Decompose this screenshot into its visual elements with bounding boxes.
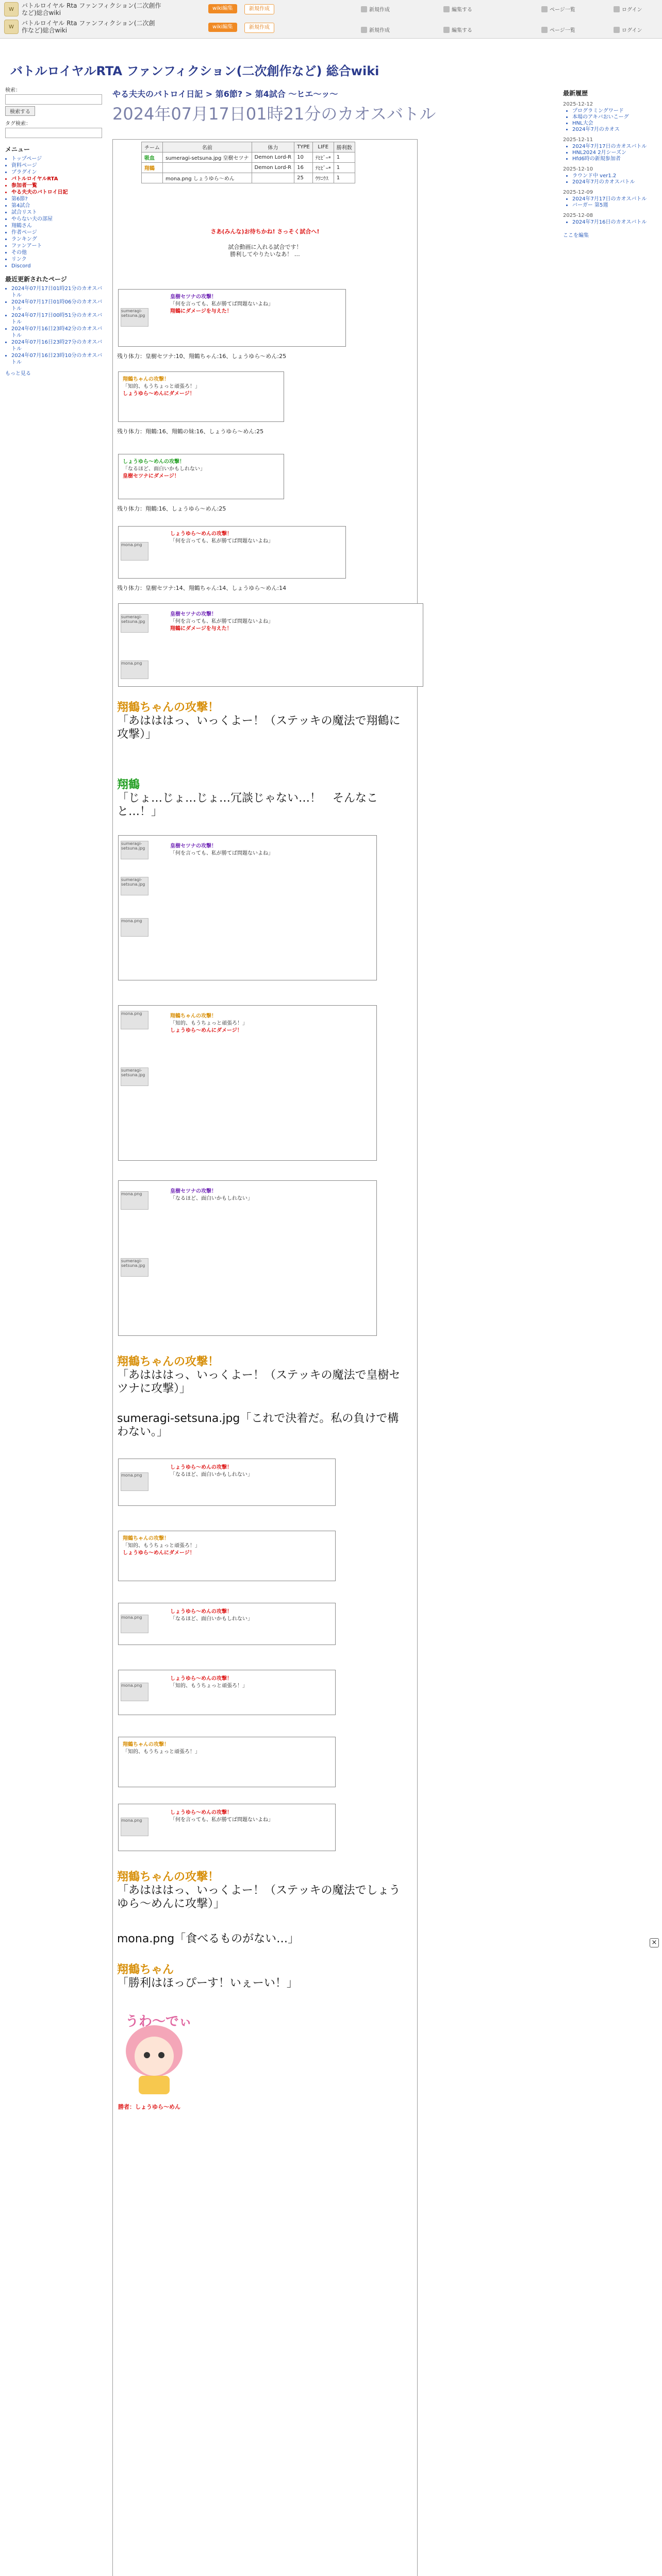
battle-speaker: しょうゆら〜めんの攻撃！ — [170, 1810, 232, 1816]
cell: 1 — [334, 173, 355, 183]
tool-new-2[interactable] — [361, 26, 390, 33]
menu-list — [0, 156, 106, 269]
history-item[interactable]: • プログラミングワード — [572, 108, 656, 114]
table-row — [142, 152, 355, 163]
menu-item[interactable]: • 第6節? — [11, 196, 106, 202]
battle-dmg: 翔鶴にダメージを与えた！ — [170, 309, 232, 314]
battle-speaker: 皇樹セツナの攻撃！ — [170, 294, 217, 300]
site-name: バトルロイヤル Rta ファンフィクション(二次創作 — [22, 2, 161, 9]
battle-text — [170, 531, 325, 545]
site-name-4: 作など)総合wiki — [22, 27, 68, 34]
top-bar — [0, 0, 662, 39]
avatar-image: mona.png — [121, 542, 148, 561]
battle-text — [170, 294, 325, 315]
cell: 25 — [294, 173, 313, 183]
cell — [142, 173, 163, 183]
avatar-image: sumeragi-setsuna.jpg — [121, 614, 148, 633]
avatar-image: mona.png — [121, 1683, 148, 1701]
avatar-image: mona.png — [121, 918, 148, 937]
page-title: 2024年07月17日01時21分のカオスバトル — [112, 104, 436, 124]
tool-login[interactable] — [614, 5, 642, 13]
new-page-button-2[interactable]: 新規作成 — [244, 23, 274, 33]
wiki-title[interactable]: バトルロイヤルRTA ファンフィクション(二次創作など) 総合wiki — [10, 64, 379, 78]
site-name-3: バトルロイヤル Rta ファンフィクション(二次創 — [22, 20, 155, 27]
cell: mona.png しょうゆら〜めん — [163, 173, 252, 183]
battle-box — [118, 1670, 336, 1715]
big-quote: 翔鶴ちゃんの攻撃！ 「あはははっ、いっくよー！（ステッキの魔法でしょうゆら〜めんに攻撃）」 — [117, 1871, 401, 1910]
avatar-image: mona.png — [121, 1818, 148, 1836]
battle-box — [118, 1737, 336, 1787]
menu-item[interactable]: • プラグイン — [11, 169, 106, 176]
status-table — [141, 142, 355, 183]
menu-item[interactable]: • やらない夫の部屋 — [11, 216, 106, 223]
history-date: 2025-12-09 — [563, 190, 593, 195]
cell: Demon Lord-R — [252, 163, 294, 173]
battle-text — [123, 1535, 277, 1557]
breadcrumb[interactable]: やる夫夫のバトロイ日記 > 第6節? > 第4試合 ～ヒエ～ッ～ — [112, 89, 338, 99]
big-quote — [117, 1412, 406, 1439]
quote-text: sumeragi-setsuna.jpg「これで決着だ。私の負けで構わない。」 — [117, 1412, 399, 1438]
history-item[interactable]: • Hfd6時の新規参加者 — [572, 156, 656, 162]
battle-content — [112, 139, 418, 2576]
battle-text — [170, 843, 325, 857]
cell: 10 — [294, 152, 313, 163]
cell — [163, 163, 252, 173]
battle-dmg: 皇樹セツナにダメージ！ — [123, 473, 179, 479]
battle-speaker: しょうゆら〜めんの攻撃！ — [170, 1465, 232, 1470]
battle-text — [170, 1675, 325, 1690]
quote-text: 「あはははっ、いっくよー！（ステッキの魔法でしょうゆら〜めんに攻撃）」 — [117, 1884, 401, 1910]
site-logo-icon: W — [4, 2, 19, 16]
cell: Demon Lord-R — [252, 152, 294, 163]
battle-line: 「何を言っても、私が勝てば問題ないよね」 — [170, 301, 273, 307]
battle-box — [118, 835, 377, 980]
battle-line: 「なるほど、面白いかもしれない」 — [170, 1196, 253, 1201]
site-logo-icon: W — [4, 20, 19, 34]
avatar-image: mona.png — [121, 1615, 148, 1633]
battle-text — [123, 1741, 277, 1756]
quote-text: mona.png「食べるものがない…」 — [117, 1933, 300, 1945]
history-item[interactable]: • 本場のアキバおいこーグ — [572, 114, 656, 121]
battle-line: 「なるほど、面白いかもしれない」 — [170, 1616, 253, 1622]
col-header: TYPE — [294, 142, 313, 152]
tag-search-label: タグ検索： — [5, 121, 31, 127]
battle-dmg: しょうゆら〜めんにダメージ！ — [170, 1028, 242, 1033]
battle-line: 「知的、もうちょっと頑張ろ！」 — [170, 1683, 247, 1689]
recent-item[interactable]: • 2024年07月17日01時21分のカオスバトル — [11, 285, 106, 299]
battle-speaker: しょうゆら〜めんの攻撃！ — [170, 531, 232, 537]
mascot-label: うわ〜でぃ — [125, 2014, 192, 2029]
battle-box — [118, 1459, 336, 1506]
new-icon — [361, 6, 367, 12]
history-more[interactable]: ここを編集 — [563, 233, 589, 239]
battle-speaker: しょうゆら〜めんの攻撃！ — [170, 1609, 232, 1615]
cell: 16 — [294, 163, 313, 173]
recent-item[interactable]: • 2024年07月17日01時06分のカオスバトル — [11, 299, 106, 312]
battle-dmg: しょうゆら〜めんにダメージ！ — [123, 1550, 195, 1556]
battle-text — [170, 1809, 325, 1824]
table-row — [142, 173, 355, 183]
history-item[interactable]: • 2024年7月17日のカオスバトル — [572, 144, 656, 150]
recent-list — [0, 285, 106, 366]
list-icon — [541, 6, 548, 12]
new-page-button[interactable]: 新規作成 — [244, 4, 274, 14]
site-name-2: など)総合wiki — [22, 9, 61, 16]
big-quote: 翔鶴 「じょ…じょ…じょ…冗談じゃない…！ そんなこと…！」 — [117, 778, 378, 818]
tool-edit-label: 編集する — [452, 7, 472, 13]
menu-item[interactable]: • 参加者一覧 — [11, 182, 106, 189]
battle-line: 「知的、もうちょっと頑張ろ！」 — [123, 1749, 200, 1755]
menu-title: メニュー — [5, 146, 30, 153]
battle-text — [123, 459, 277, 480]
menu-item[interactable]: • トップページ — [11, 156, 106, 162]
history-item[interactable]: • HNL大会 — [572, 121, 656, 127]
battle-line: 「何を言っても、私が勝てば問題ないよね」 — [170, 851, 273, 856]
big-quote: 翔鶴ちゃん 「勝利はほっぴーす！いぇーい！」 — [117, 1963, 298, 1990]
avatar-image: mona.png — [121, 1011, 148, 1029]
history-item[interactable]: • 2024年7月のカオスバトル — [572, 179, 656, 185]
tool-new[interactable] — [361, 5, 390, 13]
history-item[interactable]: • HNL2024 2月シーズン — [572, 150, 656, 156]
quote-text: 「あはははっ、いっくよー！（ステッキの魔法で翔鶴に攻撃）」 — [117, 715, 401, 741]
history-item[interactable]: • ラウンド中 ver1.2 — [572, 173, 656, 179]
battle-line: 「知的、もうちょっと頑張ろ！」 — [123, 1543, 200, 1549]
battle-line: 「何を言っても、私が勝てば問題ないよね」 — [170, 619, 273, 624]
battle-speaker: 皇樹セツナの攻撃！ — [170, 612, 217, 617]
wiki-edit-button-2[interactable]: wiki編集 — [208, 23, 237, 32]
cell: ﾃﾋﾋﾞｰ* — [312, 152, 334, 163]
new-icon — [361, 27, 367, 33]
battle-box — [118, 371, 284, 422]
avatar-image: sumeragi-setsuna.jpg — [121, 841, 148, 859]
battle-line: 「何を言っても、私が勝てば問題ないよね」 — [170, 1817, 273, 1823]
tool-login-2[interactable] — [614, 26, 642, 33]
history-item[interactable]: • 2024年7月のカオス — [572, 127, 656, 133]
battle-speaker: 皇樹セツナの攻撃！ — [170, 1189, 217, 1194]
battle-speaker: 翔鶴ちゃんの攻撃！ — [123, 1742, 169, 1748]
menu-item[interactable]: • その他 — [11, 249, 106, 256]
history-date: 2025-12-11 — [563, 137, 593, 143]
recent-title: 最近更新されたページ — [5, 276, 67, 283]
cell: ｳﾜﾆｳｽ — [312, 173, 334, 183]
avatar-image: sumeragi-setsuna.jpg — [121, 308, 148, 327]
battle-box — [118, 1005, 377, 1161]
intro-line: さあ(みんな)お待ちかね! さっそく試合へ! — [210, 228, 320, 235]
list-icon — [541, 27, 548, 33]
history-item[interactable]: • バーガー 第5週 — [572, 202, 656, 209]
login-icon — [614, 6, 620, 12]
battle-speaker: しょうゆら〜めんの攻撃！ — [123, 459, 185, 465]
avatar-image: mona.png — [121, 1472, 148, 1491]
intro-line: 試合動画に入れる試合です！ — [228, 244, 302, 250]
turn-summary: 残り体力：皇樹セツナ:10、翔鶴ちゃん:16、しょうゆら〜めん:25 — [117, 353, 287, 360]
site-header-2[interactable] — [4, 20, 187, 34]
battle-dmg: 翔鶴にダメージを与えた！ — [170, 626, 232, 632]
avatar-image: mona.png — [121, 1191, 148, 1210]
site-header[interactable] — [4, 2, 187, 16]
col-header: 体力 — [252, 142, 294, 152]
history-date: 2025-12-10 — [563, 166, 593, 172]
cell: ﾃﾋﾋﾞｰ* — [312, 163, 334, 173]
battle-dmg: しょうゆら〜めんにダメージ！ — [123, 391, 195, 397]
battle-box — [118, 526, 346, 579]
edit-icon — [443, 6, 450, 12]
close-icon[interactable]: × — [650, 1938, 659, 1947]
more-link[interactable]: もっと見る — [5, 371, 31, 377]
menu-item[interactable]: • ランキング — [11, 236, 106, 243]
cell: 翔鶴 — [142, 163, 163, 173]
tool-pages[interactable] — [541, 5, 575, 13]
cell: 1 — [334, 152, 355, 163]
history-item[interactable]: • 2024年7月17日のカオスバトル — [572, 196, 656, 202]
tool-new-label-2: 新規作成 — [369, 28, 390, 33]
big-quote — [117, 1933, 406, 1946]
table-row — [142, 163, 355, 173]
battle-box — [118, 603, 423, 687]
search-input[interactable] — [5, 94, 102, 105]
history-date: 2025-12-12 — [563, 101, 593, 107]
recent-item[interactable]: • 2024年07月17日00時51分のカオスバトル — [11, 312, 106, 326]
battle-line: 「なるほど、面白いかもしれない」 — [123, 466, 205, 472]
login-icon — [614, 27, 620, 33]
history-title: 最新履歴 — [563, 90, 588, 97]
battle-box — [118, 289, 346, 347]
right-sidebar — [563, 89, 656, 239]
history-item[interactable]: • 2024年7月16日のカオスバトル — [572, 219, 656, 226]
cell: 1 — [334, 163, 355, 173]
battle-speaker: 翔鶴ちゃんの攻撃！ — [170, 1013, 217, 1019]
battle-text — [170, 611, 325, 633]
battle-text — [170, 1464, 325, 1479]
cell — [252, 173, 294, 183]
menu-item[interactable]: • 試合リスト — [11, 209, 106, 216]
quote-text: 「あはははっ、いっくよー！（ステッキの魔法で皇樹セツナに攻撃）」 — [117, 1369, 401, 1395]
menu-item[interactable]: • バトルロイヤルRTA — [11, 176, 106, 182]
menu-item[interactable]: • やる夫夫のバトロイ日記 — [11, 189, 106, 196]
menu-item[interactable]: • 資料ページ — [11, 162, 106, 169]
edit-icon — [443, 27, 450, 33]
battle-box — [118, 1531, 336, 1581]
big-quote: 翔鶴ちゃんの攻撃！ 「あはははっ、いっくよー！（ステッキの魔法で皇樹セツナに攻撃）」 — [117, 1355, 401, 1395]
col-header: LIFE — [312, 142, 334, 152]
battle-speaker: しょうゆら〜めんの攻撃！ — [170, 1676, 232, 1682]
battle-box — [118, 1180, 377, 1336]
cell: 吸血 — [142, 152, 163, 163]
avatar-image: sumeragi-setsuna.jpg — [121, 1258, 148, 1277]
battle-speaker: 翔鶴ちゃんの攻撃！ — [123, 377, 169, 382]
tool-login-label: ログイン — [622, 7, 642, 13]
turn-summary: 残り体力：翔鶴:16、翔鶴の妹:16、しょうゆら〜めん:25 — [117, 428, 264, 435]
tool-pages-2[interactable] — [541, 26, 575, 33]
menu-item[interactable]: • 作者ページ — [11, 229, 106, 236]
battle-speaker: 皇樹セツナの攻撃！ — [170, 843, 217, 849]
tool-edit-label-2: 編集する — [452, 28, 472, 33]
battle-text — [170, 1608, 325, 1623]
battle-line: 「何を言っても、私が勝てば問題ないよね」 — [170, 538, 273, 544]
battle-box — [118, 1603, 336, 1645]
quote-text: 「じょ…じょ…じょ…冗談じゃない…！ そんなこと…！」 — [117, 792, 378, 818]
avatar-image: sumeragi-setsuna.jpg — [121, 877, 148, 895]
turn-summary: 残り体力：翔鶴:16、しょうゆら〜めん:25 — [117, 505, 226, 512]
search-label: 検索： — [5, 88, 21, 93]
winner-label: 勝者：しょうゆら〜めん — [118, 2104, 180, 2110]
battle-text — [170, 1013, 325, 1035]
menu-item[interactable]: • 翔鶴さん — [11, 223, 106, 229]
battle-text — [123, 376, 277, 398]
menu-item[interactable]: • ファンアート — [11, 243, 106, 249]
battle-speaker: 翔鶴ちゃんの攻撃！ — [123, 1536, 169, 1541]
col-header: 勝利数 — [334, 142, 355, 152]
search-button[interactable]: 検索する — [5, 106, 35, 116]
tool-pages-label: ページ一覧 — [550, 7, 575, 13]
menu-item[interactable]: • 第4試合 — [11, 202, 106, 209]
quote-text: 「勝利はほっぴーす！いぇーい！」 — [117, 1977, 298, 1990]
recent-item[interactable]: • 2024年07月16日23時27分のカオスバトル — [11, 339, 106, 352]
turn-summary: 残り体力：皇樹セツナ:14、翔鶴ちゃん:14、しょうゆら〜めん:14 — [117, 585, 287, 591]
battle-line: 「なるほど、面白いかもしれない」 — [170, 1472, 253, 1478]
intro-line: 勝利してやりたいなあ！ … — [230, 251, 300, 258]
tool-login-label-2: ログイン — [622, 28, 642, 33]
history-date: 2025-12-08 — [563, 213, 593, 218]
col-header: 名前 — [163, 142, 252, 152]
tool-new-label: 新規作成 — [369, 7, 390, 13]
cell: sumeragi-setsuna.jpg 皇樹セツナ — [163, 152, 252, 163]
tag-search-input[interactable] — [5, 128, 102, 138]
avatar-image: mona.png — [121, 660, 148, 679]
battle-line: 「知的、もうちょっと頑張ろ！」 — [123, 384, 200, 389]
left-sidebar — [0, 41, 106, 793]
tool-edit-2[interactable] — [443, 26, 472, 33]
menu-item[interactable]: • Discord — [11, 263, 106, 269]
col-header: チーム — [142, 142, 163, 152]
recent-item[interactable]: • 2024年07月16日23時10分のカオスバトル — [11, 352, 106, 366]
wiki-edit-button[interactable]: wiki編集 — [208, 4, 237, 13]
battle-box — [118, 454, 284, 499]
tool-edit[interactable] — [443, 5, 472, 13]
battle-text — [170, 1188, 325, 1202]
recent-item[interactable]: • 2024年07月16日23時42分のカオスバトル — [11, 326, 106, 339]
avatar-image: sumeragi-setsuna.jpg — [121, 1067, 148, 1086]
battle-line: 「知的、もうちょっと頑張ろ！」 — [170, 1021, 247, 1026]
big-quote: 翔鶴ちゃんの攻撃！ 「あはははっ、いっくよー！（ステッキの魔法で翔鶴に攻撃）」 — [117, 701, 401, 741]
battle-box — [118, 1804, 336, 1851]
menu-item[interactable]: • リンク — [11, 256, 106, 263]
tool-pages-label-2: ページ一覧 — [550, 28, 575, 33]
